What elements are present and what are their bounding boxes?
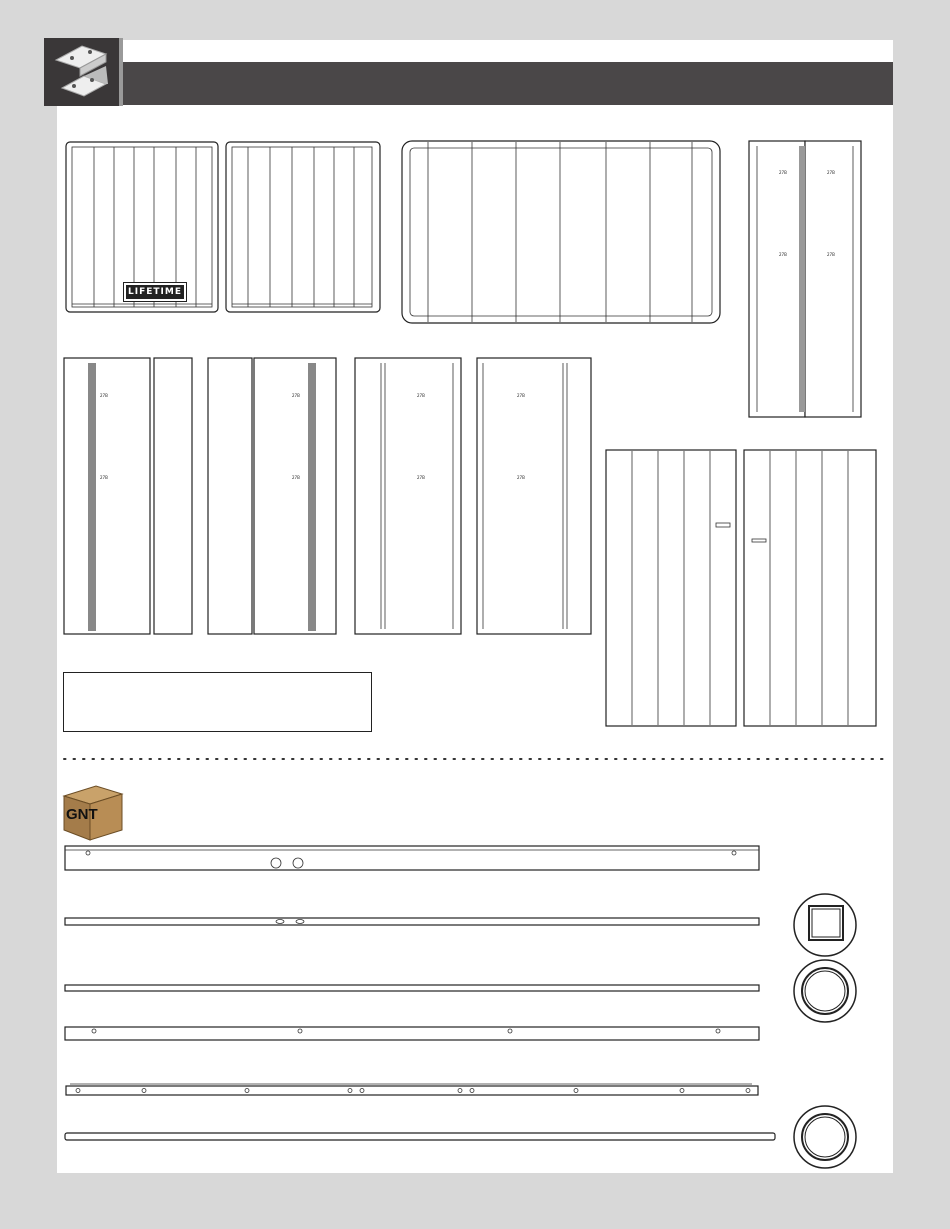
dotted-divider bbox=[62, 756, 888, 762]
square-tube-profile-icon bbox=[792, 892, 858, 958]
bracket-hardware-icon bbox=[44, 38, 123, 106]
side-wall-panel-2 bbox=[206, 355, 340, 637]
bar-part-6 bbox=[64, 1132, 776, 1142]
bar-part-5 bbox=[64, 1082, 762, 1098]
brand-logo-badge bbox=[124, 283, 186, 301]
lock-tag: 27B bbox=[779, 170, 787, 175]
lock-tag: 27B bbox=[517, 475, 525, 480]
side-wall-panel-4 bbox=[475, 355, 595, 637]
door-panel-pair bbox=[747, 138, 863, 420]
lock-tag: 27B bbox=[417, 393, 425, 398]
side-wall-panel-1 bbox=[62, 355, 196, 637]
lock-tag: 27B bbox=[417, 475, 425, 480]
lock-tag: 27B bbox=[517, 393, 525, 398]
bar-part-2 bbox=[64, 915, 762, 927]
side-wall-panel-3 bbox=[353, 355, 465, 637]
note-box bbox=[63, 672, 372, 732]
lock-tag: 27B bbox=[292, 475, 300, 480]
bar-part-4 bbox=[64, 1025, 762, 1043]
brand-logo-text: LIFETIME bbox=[128, 287, 182, 297]
lock-tag: 27B bbox=[100, 475, 108, 480]
lock-tag: 27B bbox=[827, 170, 835, 175]
hardware-box-label: GNT bbox=[66, 806, 98, 823]
back-wall-panel-pair bbox=[604, 447, 880, 729]
lock-tag: 27B bbox=[100, 393, 108, 398]
section-header-bar bbox=[123, 62, 893, 105]
round-tube-profile-icon bbox=[792, 958, 858, 1024]
bar-part-3 bbox=[64, 983, 762, 993]
lock-tag: 27B bbox=[292, 393, 300, 398]
round-tube-profile-icon bbox=[792, 1104, 858, 1170]
lock-tag: 27B bbox=[779, 252, 787, 257]
bar-part-1 bbox=[64, 843, 762, 873]
lock-tag: 27B bbox=[827, 252, 835, 257]
roof-panel bbox=[400, 138, 724, 326]
front-wall-panel-right bbox=[224, 139, 384, 315]
